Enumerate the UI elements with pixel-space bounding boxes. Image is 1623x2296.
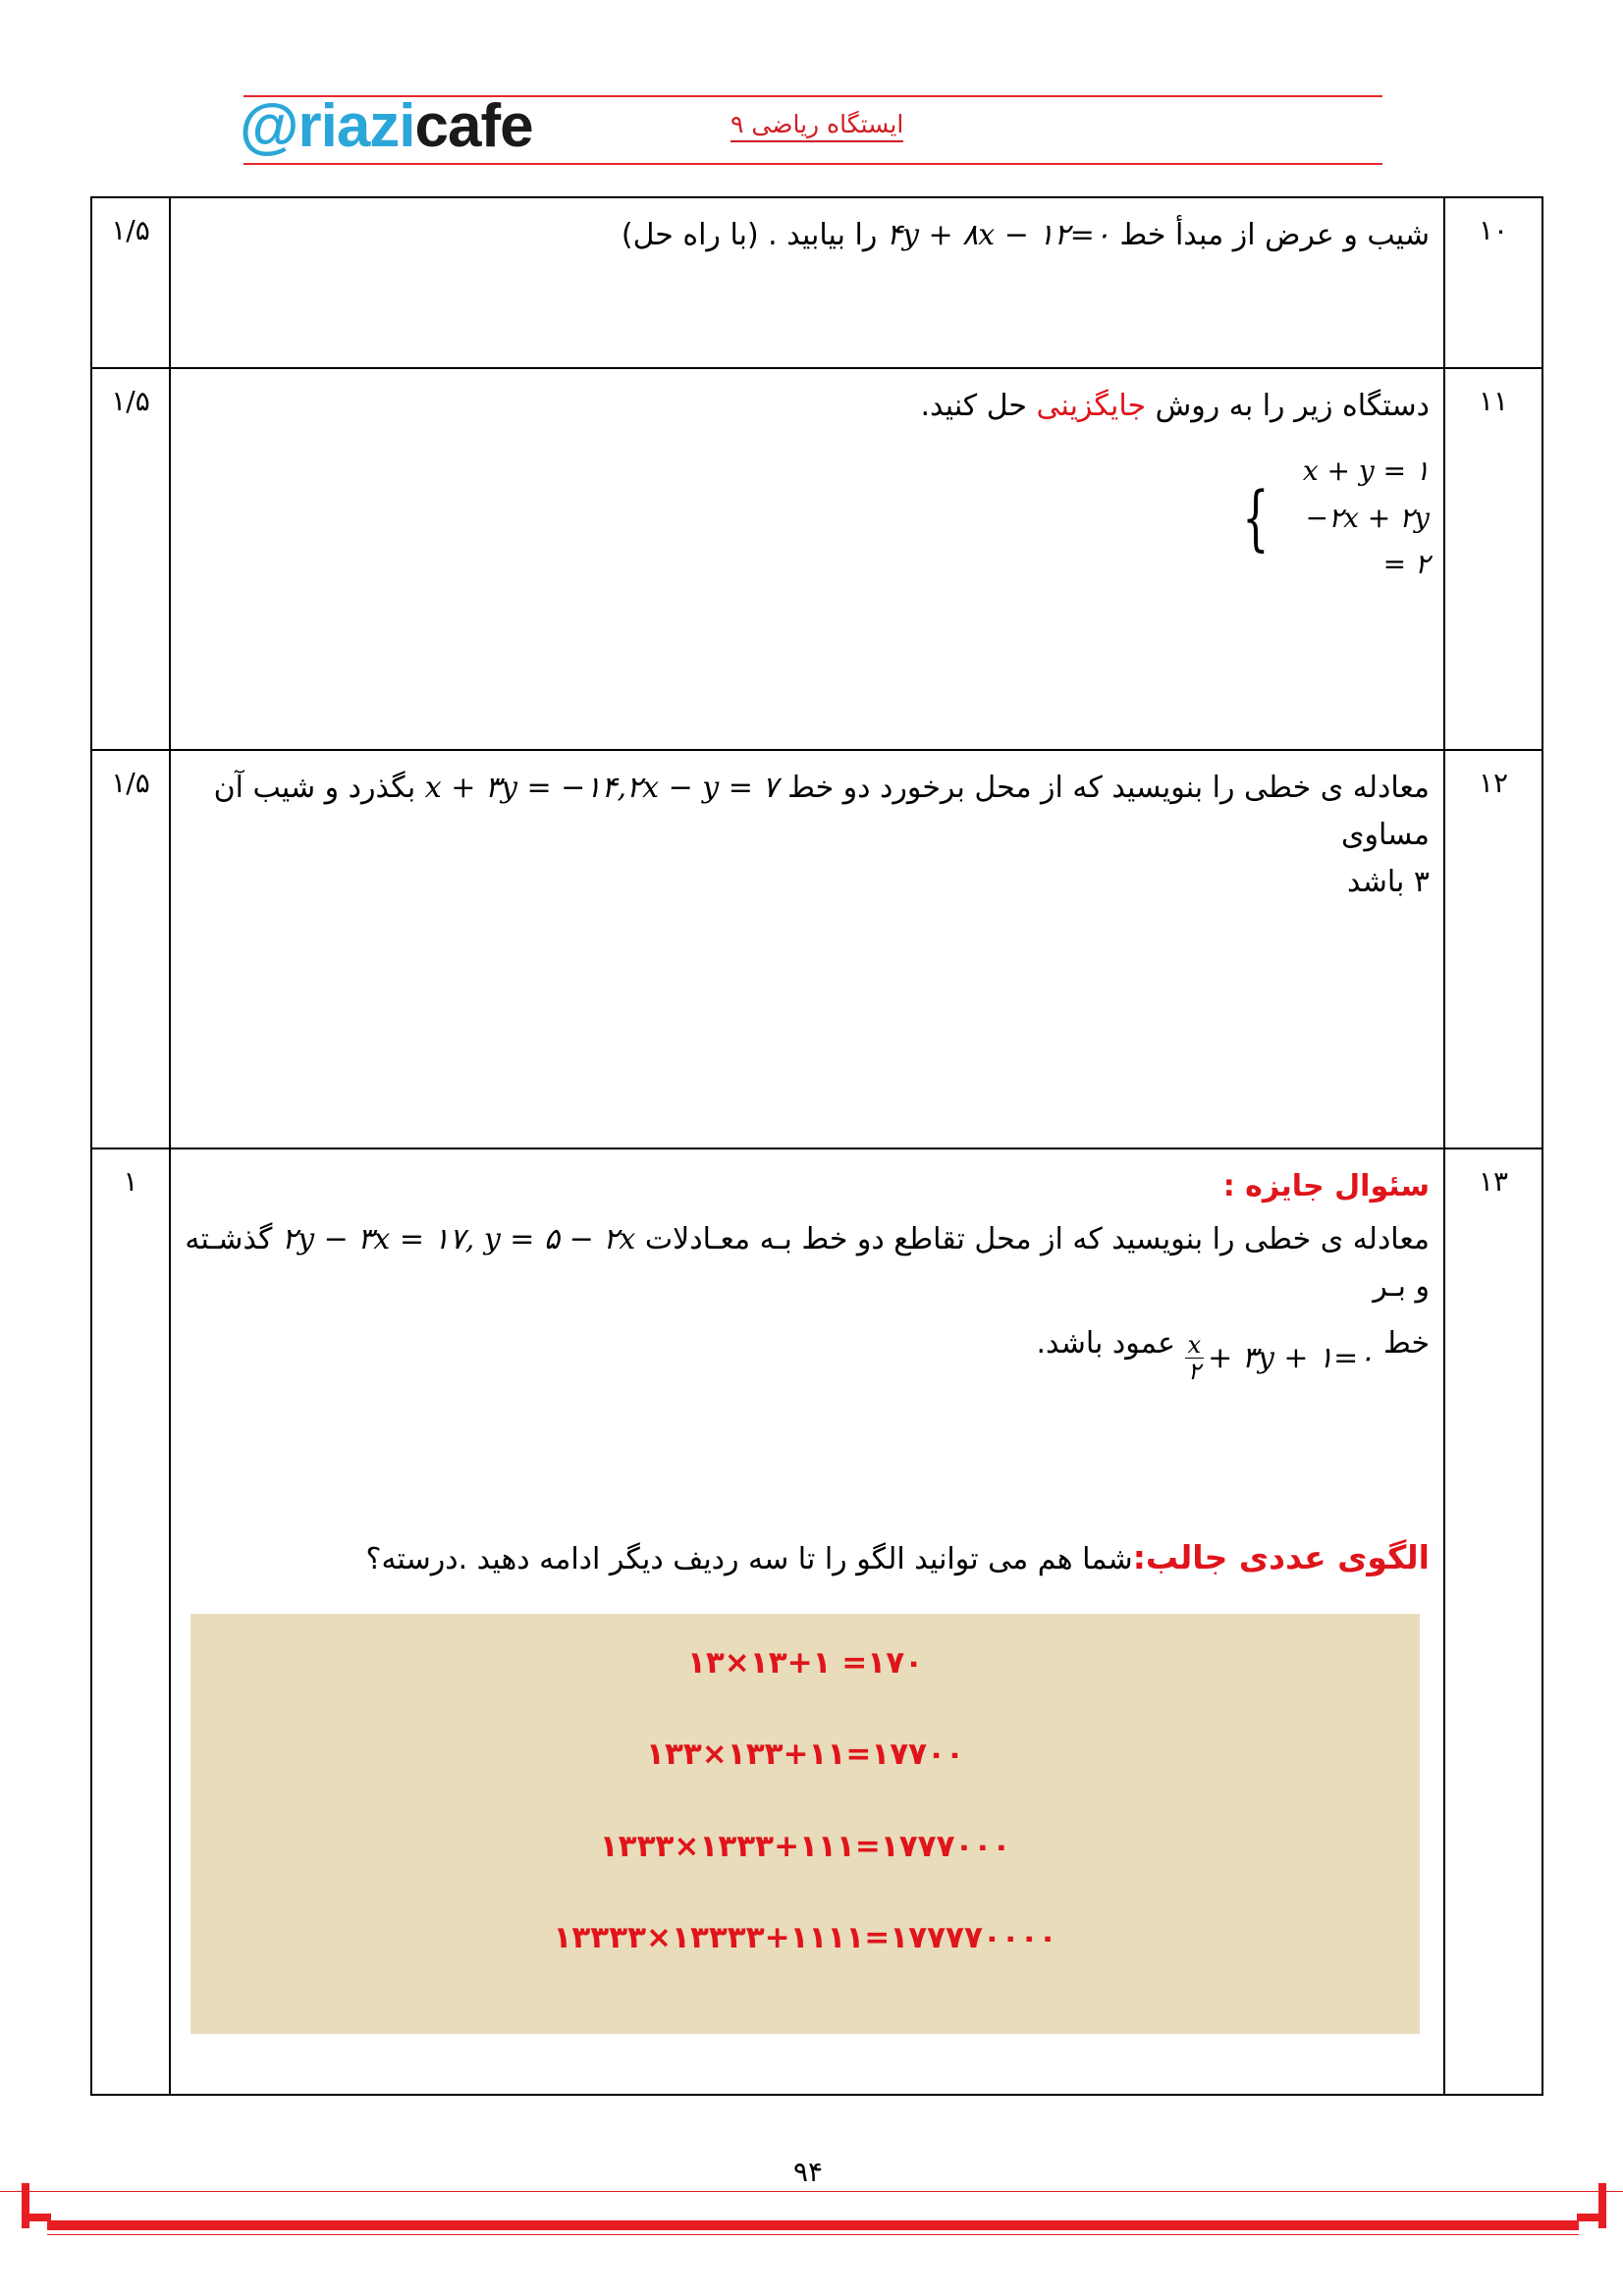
- question-text: خط: [1382, 1326, 1430, 1361]
- footer-left-bracket: [22, 2183, 29, 2228]
- question-text: دستگاه زیر را به روش: [1155, 389, 1430, 423]
- question-number: ۱۳: [1444, 1148, 1542, 2095]
- question-row: [91, 1148, 1542, 2095]
- question-text: را بیابید . (با راه حل): [621, 218, 878, 252]
- fraction: [1185, 1332, 1205, 1385]
- question-score: ۱/۵: [91, 197, 170, 368]
- system-equation: −۲x + ۲y = ۲: [1305, 501, 1430, 581]
- line-equation: ۲y − ۳x = ۱۷, y = ۵ − ۲x: [282, 1222, 636, 1256]
- question-score: ۱/۵: [91, 368, 170, 750]
- highlight-text: جایگزینی: [1036, 389, 1147, 423]
- question-text: عمود باشد.: [1036, 1326, 1176, 1361]
- question-body: [170, 368, 1444, 750]
- number-pattern-box: [190, 1614, 1420, 2034]
- question-number: ۱۰: [1444, 197, 1542, 368]
- equation-system: [1233, 448, 1430, 588]
- question-number: ۱۱: [1444, 368, 1542, 750]
- question-text: گذشـته و بـر: [185, 1222, 1430, 1304]
- question-text: شیب و عرض از مبدأ خط: [1119, 218, 1430, 252]
- brand-at: @: [240, 92, 298, 160]
- pattern-line: ۱۳۳×۱۳۳+۱۱=۱۷۷۰۰: [646, 1736, 964, 1773]
- brand-logo: [240, 92, 533, 160]
- fraction-numerator: x: [1185, 1332, 1205, 1359]
- footer-thin-line: [0, 2191, 1623, 2192]
- header-bottom-line: [243, 163, 1382, 165]
- line-equation: ۴y + ۸x − ۱۲=۰: [886, 218, 1110, 252]
- question-body: [170, 750, 1444, 1148]
- brace-icon: {: [1242, 476, 1270, 560]
- question-row: [91, 197, 1542, 368]
- question-text: حل کنید.: [920, 389, 1027, 423]
- question-text: بگذرد و شیب آن مساوی: [213, 771, 1430, 852]
- footer-main-bar: [47, 2220, 1579, 2230]
- fraction-denominator: ۲: [1187, 1358, 1201, 1386]
- footer-right-tick: [1577, 2214, 1606, 2221]
- pattern-line: ۱۳۳۳×۱۳۳۳+۱۱۱=۱۷۷۷۰۰۰: [599, 1828, 1011, 1864]
- footer-under-line: [47, 2234, 1579, 2235]
- bonus-question-title: سئوال جایزه :: [1222, 1169, 1430, 1203]
- question-score: ۱/۵: [91, 750, 170, 1148]
- footer-right-bracket: [1598, 2183, 1606, 2228]
- question-text: معادله ی خطی را بنویسید که از محل تقاطع دو خط بـه معـادلات: [644, 1222, 1430, 1256]
- pattern-line: ۱۳×۱۳+۱ =۱۷۰: [686, 1644, 924, 1681]
- pattern-line: ۱۳۳۳۳×۱۳۳۳۳+۱۱۱۱=۱۷۷۷۷۰۰۰۰: [553, 1920, 1057, 1956]
- question-number: ۱۲: [1444, 750, 1542, 1148]
- question-score: ۱: [91, 1148, 170, 2095]
- pattern-title: الگوی عددی جالب:: [1132, 1537, 1430, 1576]
- pattern-text: شما هم می توانید الگو را تا سه ردیف دیگر ادامه دهید .درسته؟: [365, 1541, 1133, 1576]
- question-row: [91, 368, 1542, 750]
- equation-rest: + ۳y + ۱=۰: [1208, 1340, 1375, 1375]
- series-title: ایستگاه ریاضی ۹: [730, 110, 903, 142]
- question-text-line2: ۳ باشد: [1346, 865, 1430, 899]
- question-row: [91, 750, 1542, 1148]
- question-body: [170, 1148, 1444, 2095]
- line-equation: x + ۳y = −۱۴,۲x − y = ۷: [424, 771, 779, 805]
- questions-table: [90, 196, 1543, 2096]
- perpendicular-line-equation: [1185, 1332, 1375, 1385]
- page-number: ۹۴: [793, 2156, 824, 2188]
- question-text: معادله ی خطی را بنویسید که از محل برخورد دو خط: [787, 771, 1430, 805]
- brand-cafe: cafe: [414, 92, 533, 160]
- brand-riazi: riazi: [298, 92, 415, 160]
- system-equation: x + y = ۱: [1302, 454, 1430, 487]
- question-body: [170, 197, 1444, 368]
